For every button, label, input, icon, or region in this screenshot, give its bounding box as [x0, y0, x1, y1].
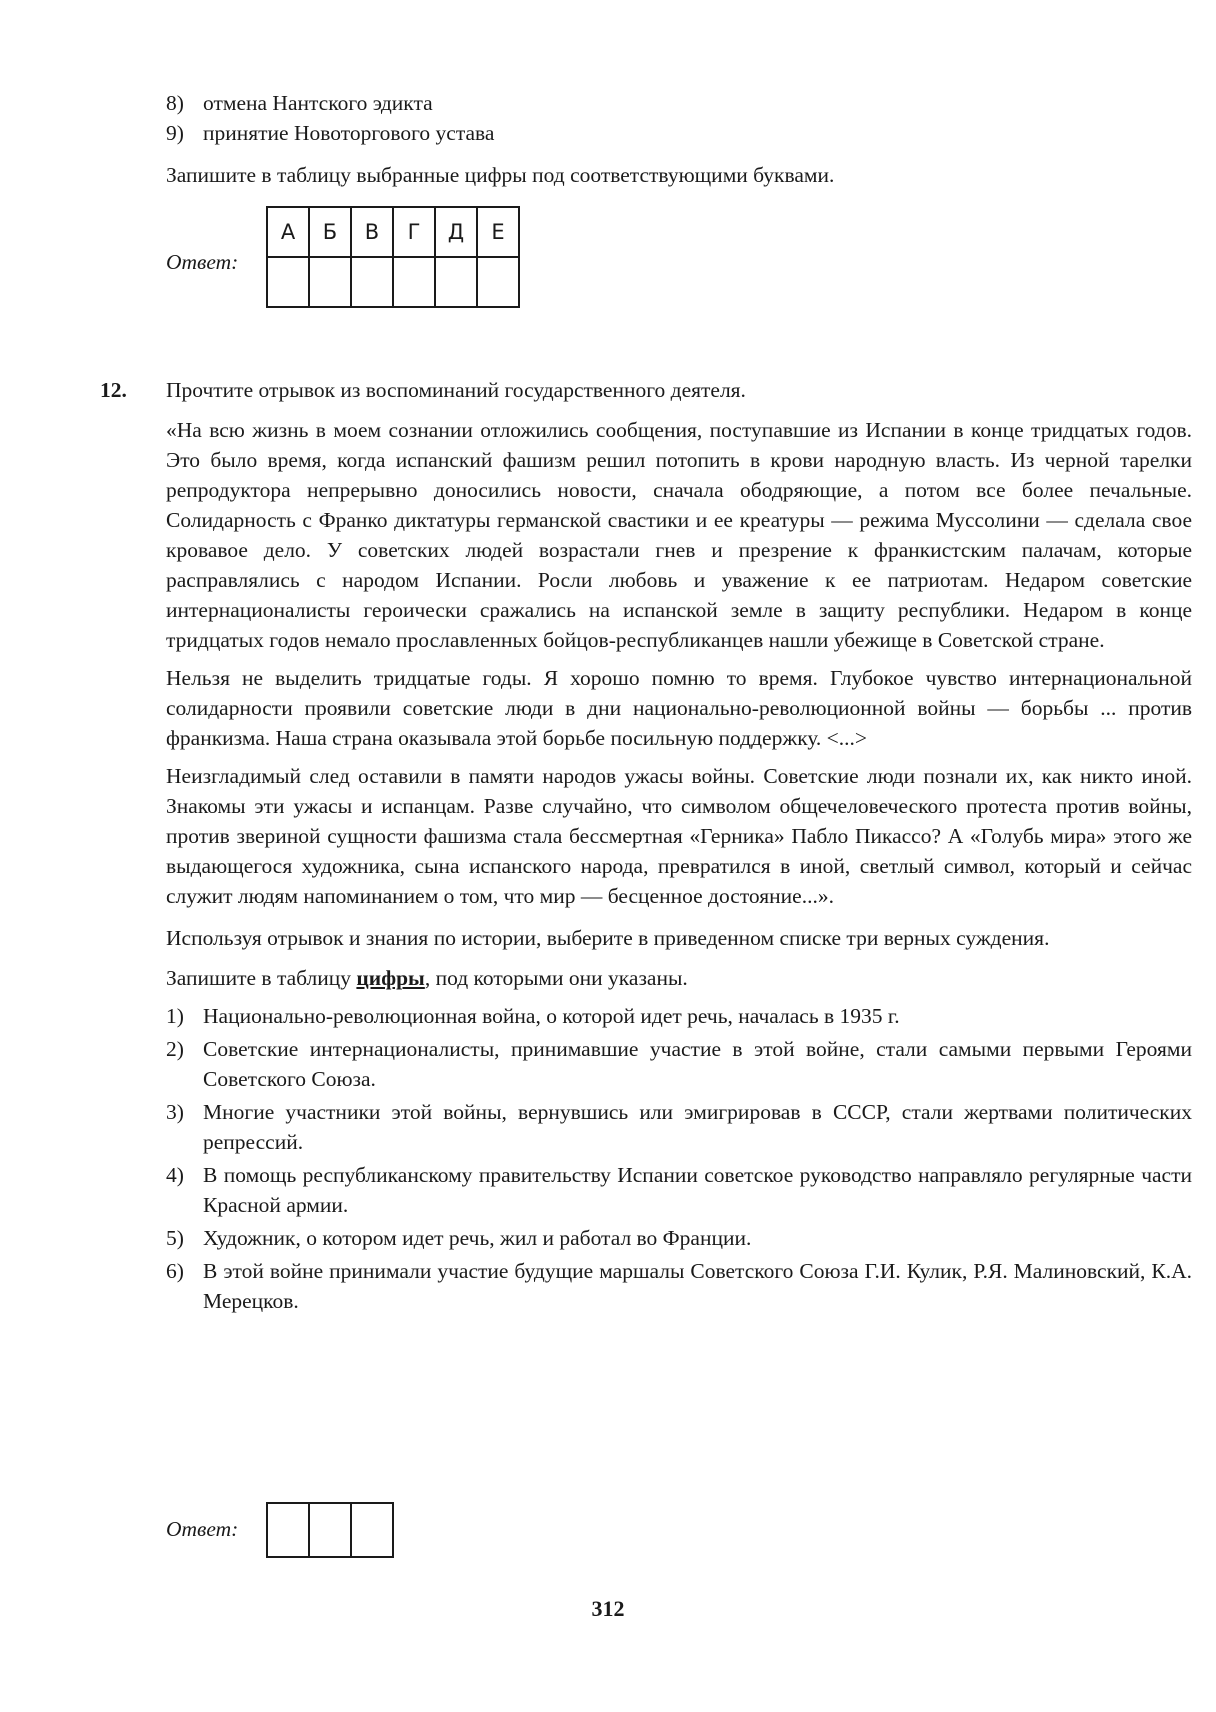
quote-block	[166, 415, 1192, 911]
answer-letter-cell: А	[267, 207, 309, 257]
answer-label: Ответ:	[166, 250, 239, 274]
answer-table-letters	[266, 206, 520, 308]
option-text: Национально-революционная война, о которой идет речь, началась в 1935 г.	[203, 1004, 900, 1028]
page-number: 312	[591, 1596, 625, 1621]
answer-input-cell[interactable]	[309, 1503, 351, 1557]
prev-task-instruction: Запишите в таблицу выбранные цифры под соответствующими буквами.	[166, 163, 835, 187]
answer-table-digits	[266, 1502, 394, 1558]
option-text: Советские интернационалисты, принимавшие участие в этой войне, стали самыми первыми Героями Советского Союза.	[203, 1037, 1192, 1091]
answer-letter-cell: Е	[477, 207, 519, 257]
answer-input-cell[interactable]	[309, 257, 351, 307]
task-write-instruction	[166, 963, 1192, 993]
option-number: 5)	[166, 1226, 184, 1250]
list-item	[166, 88, 1192, 118]
option-text: В этой войне принимали участие будущие маршалы Советского Союза Г.И. Кулик, Р.Я. Малиновский, К.А. Мерецков.	[203, 1259, 1192, 1313]
option-number: 8)	[166, 91, 184, 115]
task-question: Используя отрывок и знания по истории, выберите в приведенном списке три верных суждения.	[166, 926, 1050, 950]
options-list	[166, 1001, 1192, 1316]
answer-input-cell[interactable]	[435, 257, 477, 307]
answer-label: Ответ:	[166, 1517, 239, 1541]
answer-input-cell[interactable]	[351, 257, 393, 307]
list-item	[166, 1223, 1192, 1253]
task-intro: Прочтите отрывок из воспоминаний государственного деятеля.	[166, 378, 746, 402]
option-text: Художник, о котором идет речь, жил и работал во Франции.	[203, 1226, 752, 1250]
answer-input-cell[interactable]	[477, 257, 519, 307]
task-number: 12.	[100, 378, 127, 402]
quote-paragraph: Нельзя не выделить тридцатые годы. Я хорошо помню то время. Глубокое чувство интернациональной солидарности проявили советские люди в дни национально-революционной войны — борьбы ... против франкизма. Наша страна оказывала этой борьбе посильную поддержку. <...>	[166, 666, 1192, 750]
option-text: принятие Новоторгового устава	[203, 121, 495, 145]
task-12-body	[166, 375, 1192, 1316]
option-text: отмена Нантского эдикта	[203, 91, 433, 115]
answer-input-cell[interactable]	[267, 257, 309, 307]
list-item	[166, 118, 1192, 148]
option-number: 4)	[166, 1163, 184, 1187]
option-text: Многие участники этой войны, вернувшись или эмигрировав в СССР, стали жертвами политических репрессий.	[203, 1100, 1192, 1154]
answer-letter-cell: В	[351, 207, 393, 257]
option-number: 6)	[166, 1259, 184, 1283]
answer-input-cell[interactable]	[267, 1503, 309, 1557]
list-item	[166, 1001, 1192, 1031]
option-text: В помощь республиканскому правительству Испании советское руководство направляло регулярные части Красной армии.	[203, 1163, 1192, 1217]
answer-input-cell[interactable]	[393, 257, 435, 307]
quote-paragraph: Неизгладимый след оставили в памяти народов ужасы войны. Советские люди познали их, как никто иной. Знакомы эти ужасы и испанцам. Разве случайно, что символом общечеловеческого протеста против войны, против звериной сущности фашизма стала бессмертная «Герника» Пабло Пикассо? А «Голубь мира» этого же выдающегося художника, сына испанского народа, превратился в иной, светлый символ, который и сейчас служит людям напоминанием о том, что мир — бесценное достояние...».	[166, 764, 1192, 908]
answer-letter-cell: Г	[393, 207, 435, 257]
prev-task-options	[166, 88, 1192, 190]
option-number: 9)	[166, 121, 184, 145]
list-item	[166, 1097, 1192, 1157]
option-number: 3)	[166, 1100, 184, 1124]
list-item	[166, 1256, 1192, 1316]
list-item	[166, 1160, 1192, 1220]
quote-paragraph: «На всю жизнь в моем сознании отложились сообщения, поступавшие из Испании в конце тридцатых годов. Это было время, когда испанский фашизм решил потопить в крови народную власть. Из черной тарелки репродуктора непрерывно доносились новости, сначала ободряющие, а потом все более печальные. Солидарность с Франко диктатуры германской свастики и ее креатуры — режима Муссолини — сделала свое кровавое дело. У советских людей возрастали гнев и презрение к франкистским палачам, которые расправлялись с народом Испании. Росли любовь и уважение к ее патриотам. Недаром советские интернационалисты героически сражались на испанской земле в защиту республики. Недаром в конце тридцатых годов немало прославленных бойцов-республиканцев нашли убежище в Советской стране.	[166, 418, 1192, 652]
answer-letter-cell: Б	[309, 207, 351, 257]
option-number: 1)	[166, 1004, 184, 1028]
answer-input-cell[interactable]	[351, 1503, 393, 1557]
write-suffix: , под которыми они указаны.	[424, 966, 688, 990]
write-emphasis: цифры	[356, 966, 425, 990]
option-number: 2)	[166, 1037, 184, 1061]
answer-letter-cell: Д	[435, 207, 477, 257]
list-item	[166, 1034, 1192, 1094]
write-prefix: Запишите в таблицу	[166, 966, 357, 990]
